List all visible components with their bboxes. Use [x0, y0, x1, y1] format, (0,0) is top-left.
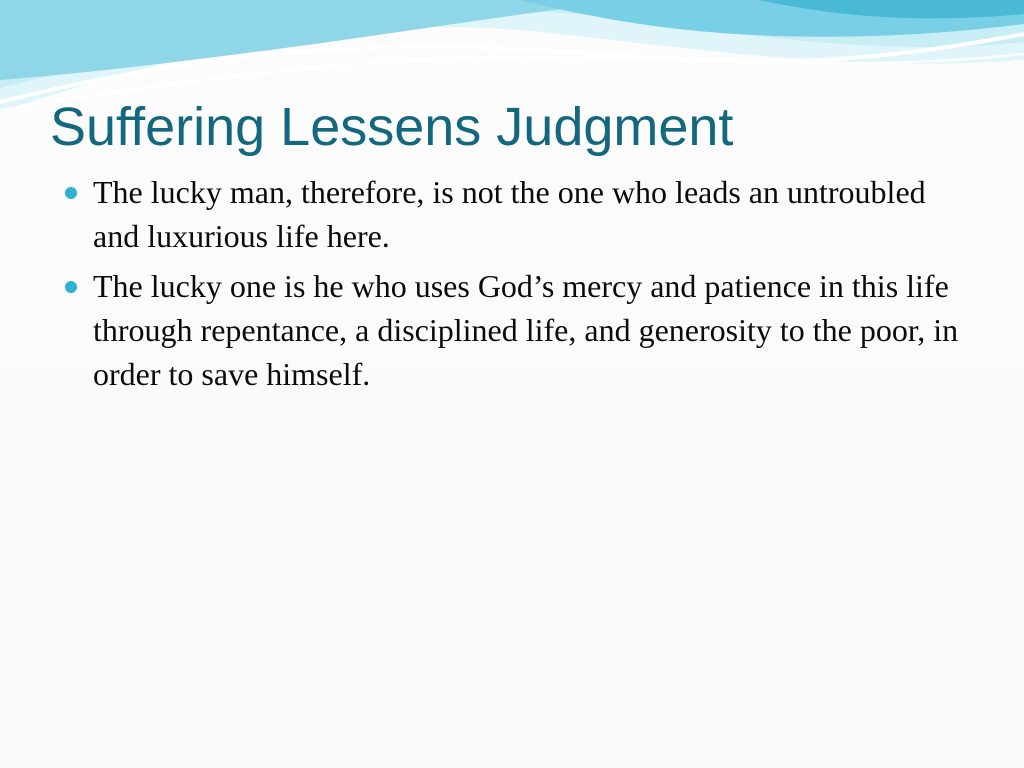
bullet-item: [62, 264, 962, 396]
bullet-list: [62, 170, 962, 402]
bullet-icon: [65, 187, 77, 199]
bullet-item: [62, 170, 962, 258]
slide-title: Suffering Lessens Judgment: [50, 97, 734, 157]
bullet-icon: [65, 281, 77, 293]
bullet-text: The lucky man, therefore, is not the one who leads an untroubled and luxurious life here.: [93, 174, 926, 254]
bullet-text: The lucky one is he who uses God’s mercy and patience in this life through repentance, a disciplined life, and generosity to the poor, in order to save himself.: [93, 268, 959, 392]
